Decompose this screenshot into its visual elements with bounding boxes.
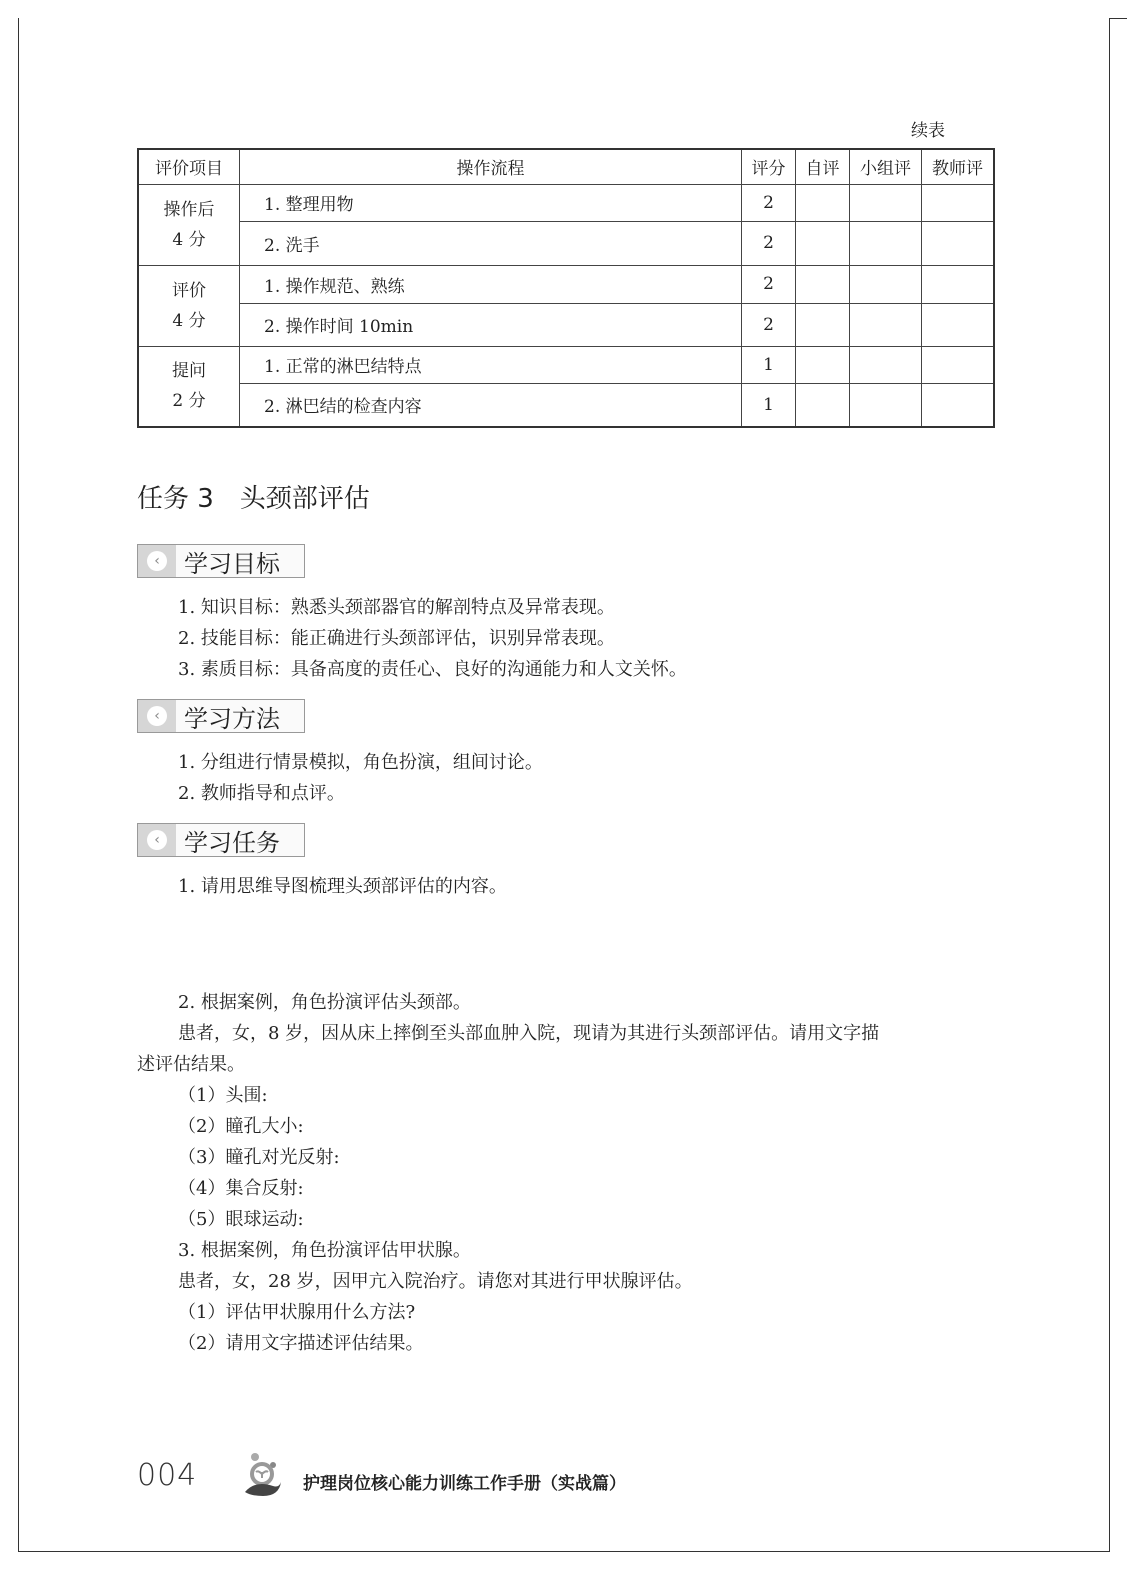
evaluation-table xyxy=(137,148,995,428)
section-header-methods xyxy=(137,699,305,733)
header-cell: 评价项目 xyxy=(138,149,240,184)
points-cell: 1 xyxy=(742,346,796,383)
self-score-cell[interactable] xyxy=(796,346,850,383)
group-score-cell[interactable] xyxy=(850,265,922,303)
header-cell: 自评 xyxy=(796,149,850,184)
group-name: 提问 xyxy=(172,361,206,382)
method-item: 2. 教师指导和点评。 xyxy=(178,783,345,804)
step-cell: 2. 洗手 xyxy=(240,221,742,265)
task-line: （2）瞳孔大小: xyxy=(178,1116,304,1137)
points-cell: 2 xyxy=(742,184,796,221)
section-title: 学习目标 xyxy=(184,549,280,578)
step-cell: 2. 淋巴结的检查内容 xyxy=(240,383,742,427)
group-name: 操作后 xyxy=(163,199,215,220)
section-header-goals xyxy=(137,544,305,578)
group-cell xyxy=(138,265,240,346)
self-score-cell[interactable] xyxy=(796,265,850,303)
self-score-cell[interactable] xyxy=(796,383,850,427)
goal-item: 1. 知识目标：熟悉头颈部器官的解剖特点及异常表现。 xyxy=(178,597,615,618)
task-line: （5）眼球运动: xyxy=(178,1209,304,1230)
header-cell: 评分 xyxy=(742,149,796,184)
task-title: 任务 3 头颈部评估 xyxy=(137,484,370,514)
section-title: 学习方法 xyxy=(184,704,280,733)
self-score-cell[interactable] xyxy=(796,303,850,346)
task-line: （1）头围: xyxy=(178,1085,268,1106)
group-score: 4 分 xyxy=(172,310,206,331)
chevron-left-icon: ‹ xyxy=(138,545,176,577)
task-line: 3. 根据案例，角色扮演评估甲状腺。 xyxy=(178,1240,471,1261)
book-title: 护理岗位核心能力训练工作手册（实战篇） xyxy=(303,1474,626,1494)
chevron-left-icon: ‹ xyxy=(138,700,176,732)
task-line: 1. 请用思维导图梳理头颈部评估的内容。 xyxy=(178,876,507,897)
points-cell: 2 xyxy=(742,221,796,265)
group-score-cell[interactable] xyxy=(850,383,922,427)
group-score-cell[interactable] xyxy=(850,221,922,265)
task-line: 患者，女，8 岁，因从床上摔倒至头部血肿入院，现请为其进行头颈部评估。请用文字描 xyxy=(178,1023,880,1044)
task-line: （3）瞳孔对光反射: xyxy=(178,1147,340,1168)
header-cell: 小组评 xyxy=(850,149,922,184)
step-cell: 1. 正常的淋巴结特点 xyxy=(240,346,742,383)
group-score-cell[interactable] xyxy=(850,184,922,221)
points-cell: 2 xyxy=(742,265,796,303)
group-score: 2 分 xyxy=(172,391,206,412)
step-cell: 2. 操作时间 10min xyxy=(240,303,742,346)
header-cell: 操作流程 xyxy=(240,149,742,184)
group-score: 4 分 xyxy=(172,229,206,250)
goal-item: 3. 素质目标：具备高度的责任心、良好的沟通能力和人文关怀。 xyxy=(178,659,687,680)
task-line: （1）评估甲状腺用什么方法? xyxy=(178,1302,416,1323)
teacher-score-cell[interactable] xyxy=(922,265,995,303)
task-line: （2）请用文字描述评估结果。 xyxy=(178,1333,424,1354)
header-cell: 教师评 xyxy=(922,149,995,184)
chevron-left-icon: ‹ xyxy=(138,824,176,856)
group-score-cell[interactable] xyxy=(850,303,922,346)
teacher-score-cell[interactable] xyxy=(922,346,995,383)
page-border xyxy=(18,1551,1110,1552)
task-line: 患者，女，28 岁，因甲亢入院治疗。请您对其进行甲状腺评估。 xyxy=(178,1271,693,1292)
group-cell xyxy=(138,184,240,265)
section-header-tasks xyxy=(137,823,305,857)
page-border xyxy=(1109,18,1110,1552)
self-score-cell[interactable] xyxy=(796,221,850,265)
teacher-score-cell[interactable] xyxy=(922,303,995,346)
points-cell: 1 xyxy=(742,383,796,427)
page-border xyxy=(18,18,19,1552)
teacher-score-cell[interactable] xyxy=(922,221,995,265)
section-title: 学习任务 xyxy=(184,828,280,857)
page-border xyxy=(1109,18,1127,19)
group-cell xyxy=(138,346,240,427)
teacher-score-cell[interactable] xyxy=(922,184,995,221)
points-cell: 2 xyxy=(742,303,796,346)
continued-label: 续表 xyxy=(911,121,945,141)
book-logo-icon xyxy=(243,1452,283,1498)
group-score-cell[interactable] xyxy=(850,346,922,383)
group-name: 评价 xyxy=(172,280,206,301)
page-number: 004 xyxy=(137,1458,198,1493)
task-line: 2. 根据案例，角色扮演评估头颈部。 xyxy=(178,992,471,1013)
goal-item: 2. 技能目标：能正确进行头颈部评估，识别异常表现。 xyxy=(178,628,615,649)
method-item: 1. 分组进行情景模拟，角色扮演，组间讨论。 xyxy=(178,752,543,773)
step-cell: 1. 操作规范、熟练 xyxy=(240,265,742,303)
task-line: 述评估结果。 xyxy=(137,1054,245,1075)
self-score-cell[interactable] xyxy=(796,184,850,221)
task-line: （4）集合反射: xyxy=(178,1178,304,1199)
step-cell: 1. 整理用物 xyxy=(240,184,742,221)
teacher-score-cell[interactable] xyxy=(922,383,995,427)
